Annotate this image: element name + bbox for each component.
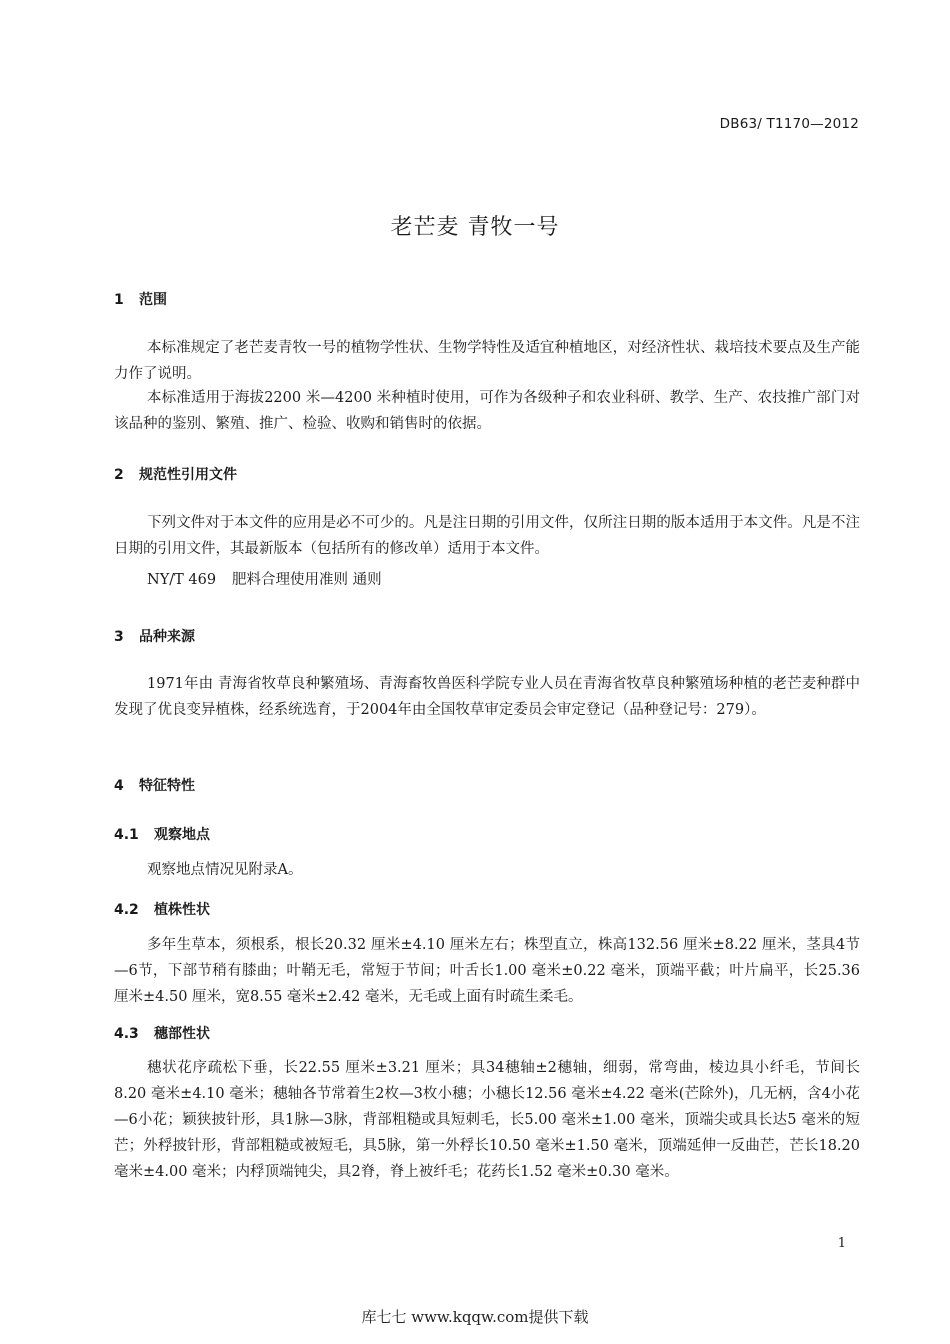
section-number: 1: [114, 292, 124, 308]
subsection-heading-plant-traits: [114, 899, 210, 919]
reference-entry: [147, 568, 382, 589]
footer-watermark: 库七七 www.kqqw.com提供下载: [361, 1308, 589, 1326]
paragraph: 1971年由 青海省牧草良种繁殖场、青海畜牧兽医科学院专业人员在青海省牧草良种繁殖场种植的老芒麦种群中发现了优良变异植株，经系统选育，于2004年由全国牧草审定委员会审定登记（品种登记号：279）。: [114, 676, 860, 718]
page-number: 1: [837, 1236, 846, 1251]
standard-code: DB63/ T1170—2012: [719, 116, 859, 132]
subsection-heading-spike-traits: [114, 1023, 210, 1043]
section-title: 范围: [139, 292, 167, 308]
section-title: 品种来源: [139, 629, 195, 645]
subsection-title: 观察地点: [154, 827, 210, 843]
reference-code: NY/T 469: [147, 572, 217, 588]
section-number: 3: [114, 629, 124, 645]
section-title: 特征特性: [139, 778, 195, 794]
section-heading-characteristics: [114, 775, 195, 795]
subsection-number: 4.3: [114, 1026, 139, 1042]
paragraph: 穗状花序疏松下垂，长22.55 厘米±3.21 厘米；具34穗轴±2穗轴，细弱，常弯曲，棱边具小纤毛，节间长8.20 毫米±4.10 毫米；穗轴各节常着生2枚—3枚小穗；小穗长12.56 毫米±4.22 毫米(芒除外)，几无柄，含4小花—6小花；颖狭披针形，具1脉—3脉，背部粗糙或具短刺毛，长5.00 毫米±1.00 毫米，顶端尖或具长达5 毫米的短芒；外稃披针形，背部粗糙或被短毛，具5脉，第一外稃长10.50 毫米±1.50 毫米，顶端延伸一反曲芒，芒长18.20 毫米±4.00 毫米；内稃顶端钝尖，具2脊，脊上被纤毛；花药长1.52 毫米±0.30 毫米。: [114, 1060, 860, 1180]
paragraph: 观察地点情况见附录A。: [147, 862, 303, 878]
subsection-title: 植株性状: [154, 902, 210, 918]
section-title: 规范性引用文件: [139, 467, 237, 483]
section-number: 4: [114, 778, 124, 794]
subsection-title: 穗部性状: [154, 1026, 210, 1042]
reference-title: 肥料合理使用准则 通则: [232, 572, 382, 588]
section-heading-variety-origin: [114, 626, 195, 646]
subsection-number: 4.2: [114, 902, 139, 918]
paragraph: 多年生草本，须根系，根长20.32 厘米±4.10 厘米左右；株型直立，株高132.56 厘米±8.22 厘米，茎具4节—6节，下部节稍有膝曲；叶鞘无毛，常短于节间；叶舌长1.00 毫米±0.22 毫米，顶端平截；叶片扁平，长25.36 厘米±4.50 厘米，宽8.55 毫米±2.42 毫米，无毛或上面有时疏生柔毛。: [114, 937, 860, 1005]
subsection-heading-observation-site: [114, 824, 210, 844]
subsection-number: 4.1: [114, 827, 139, 843]
paragraph: 本标准适用于海拔2200 米—4200 米种植时使用，可作为各级种子和农业科研、教学、生产、农技推广部门对该品种的鉴别、繁殖、推广、检验、收购和销售时的依据。: [114, 390, 860, 432]
paragraph: 下列文件对于本文件的应用是必不可少的。凡是注日期的引用文件，仅所注日期的版本适用于本文件。凡是不注日期的引用文件，其最新版本（包括所有的修改单）适用于本文件。: [114, 515, 860, 557]
section-heading-scope: [114, 289, 167, 309]
paragraph: 本标准规定了老芒麦青牧一号的植物学性状、生物学特性及适宜种植地区，对经济性状、栽培技术要点及生产能力作了说明。: [114, 340, 860, 382]
section-number: 2: [114, 467, 124, 483]
document-title: 老芒麦 青牧一号: [390, 215, 560, 240]
section-heading-normative-references: [114, 464, 237, 484]
